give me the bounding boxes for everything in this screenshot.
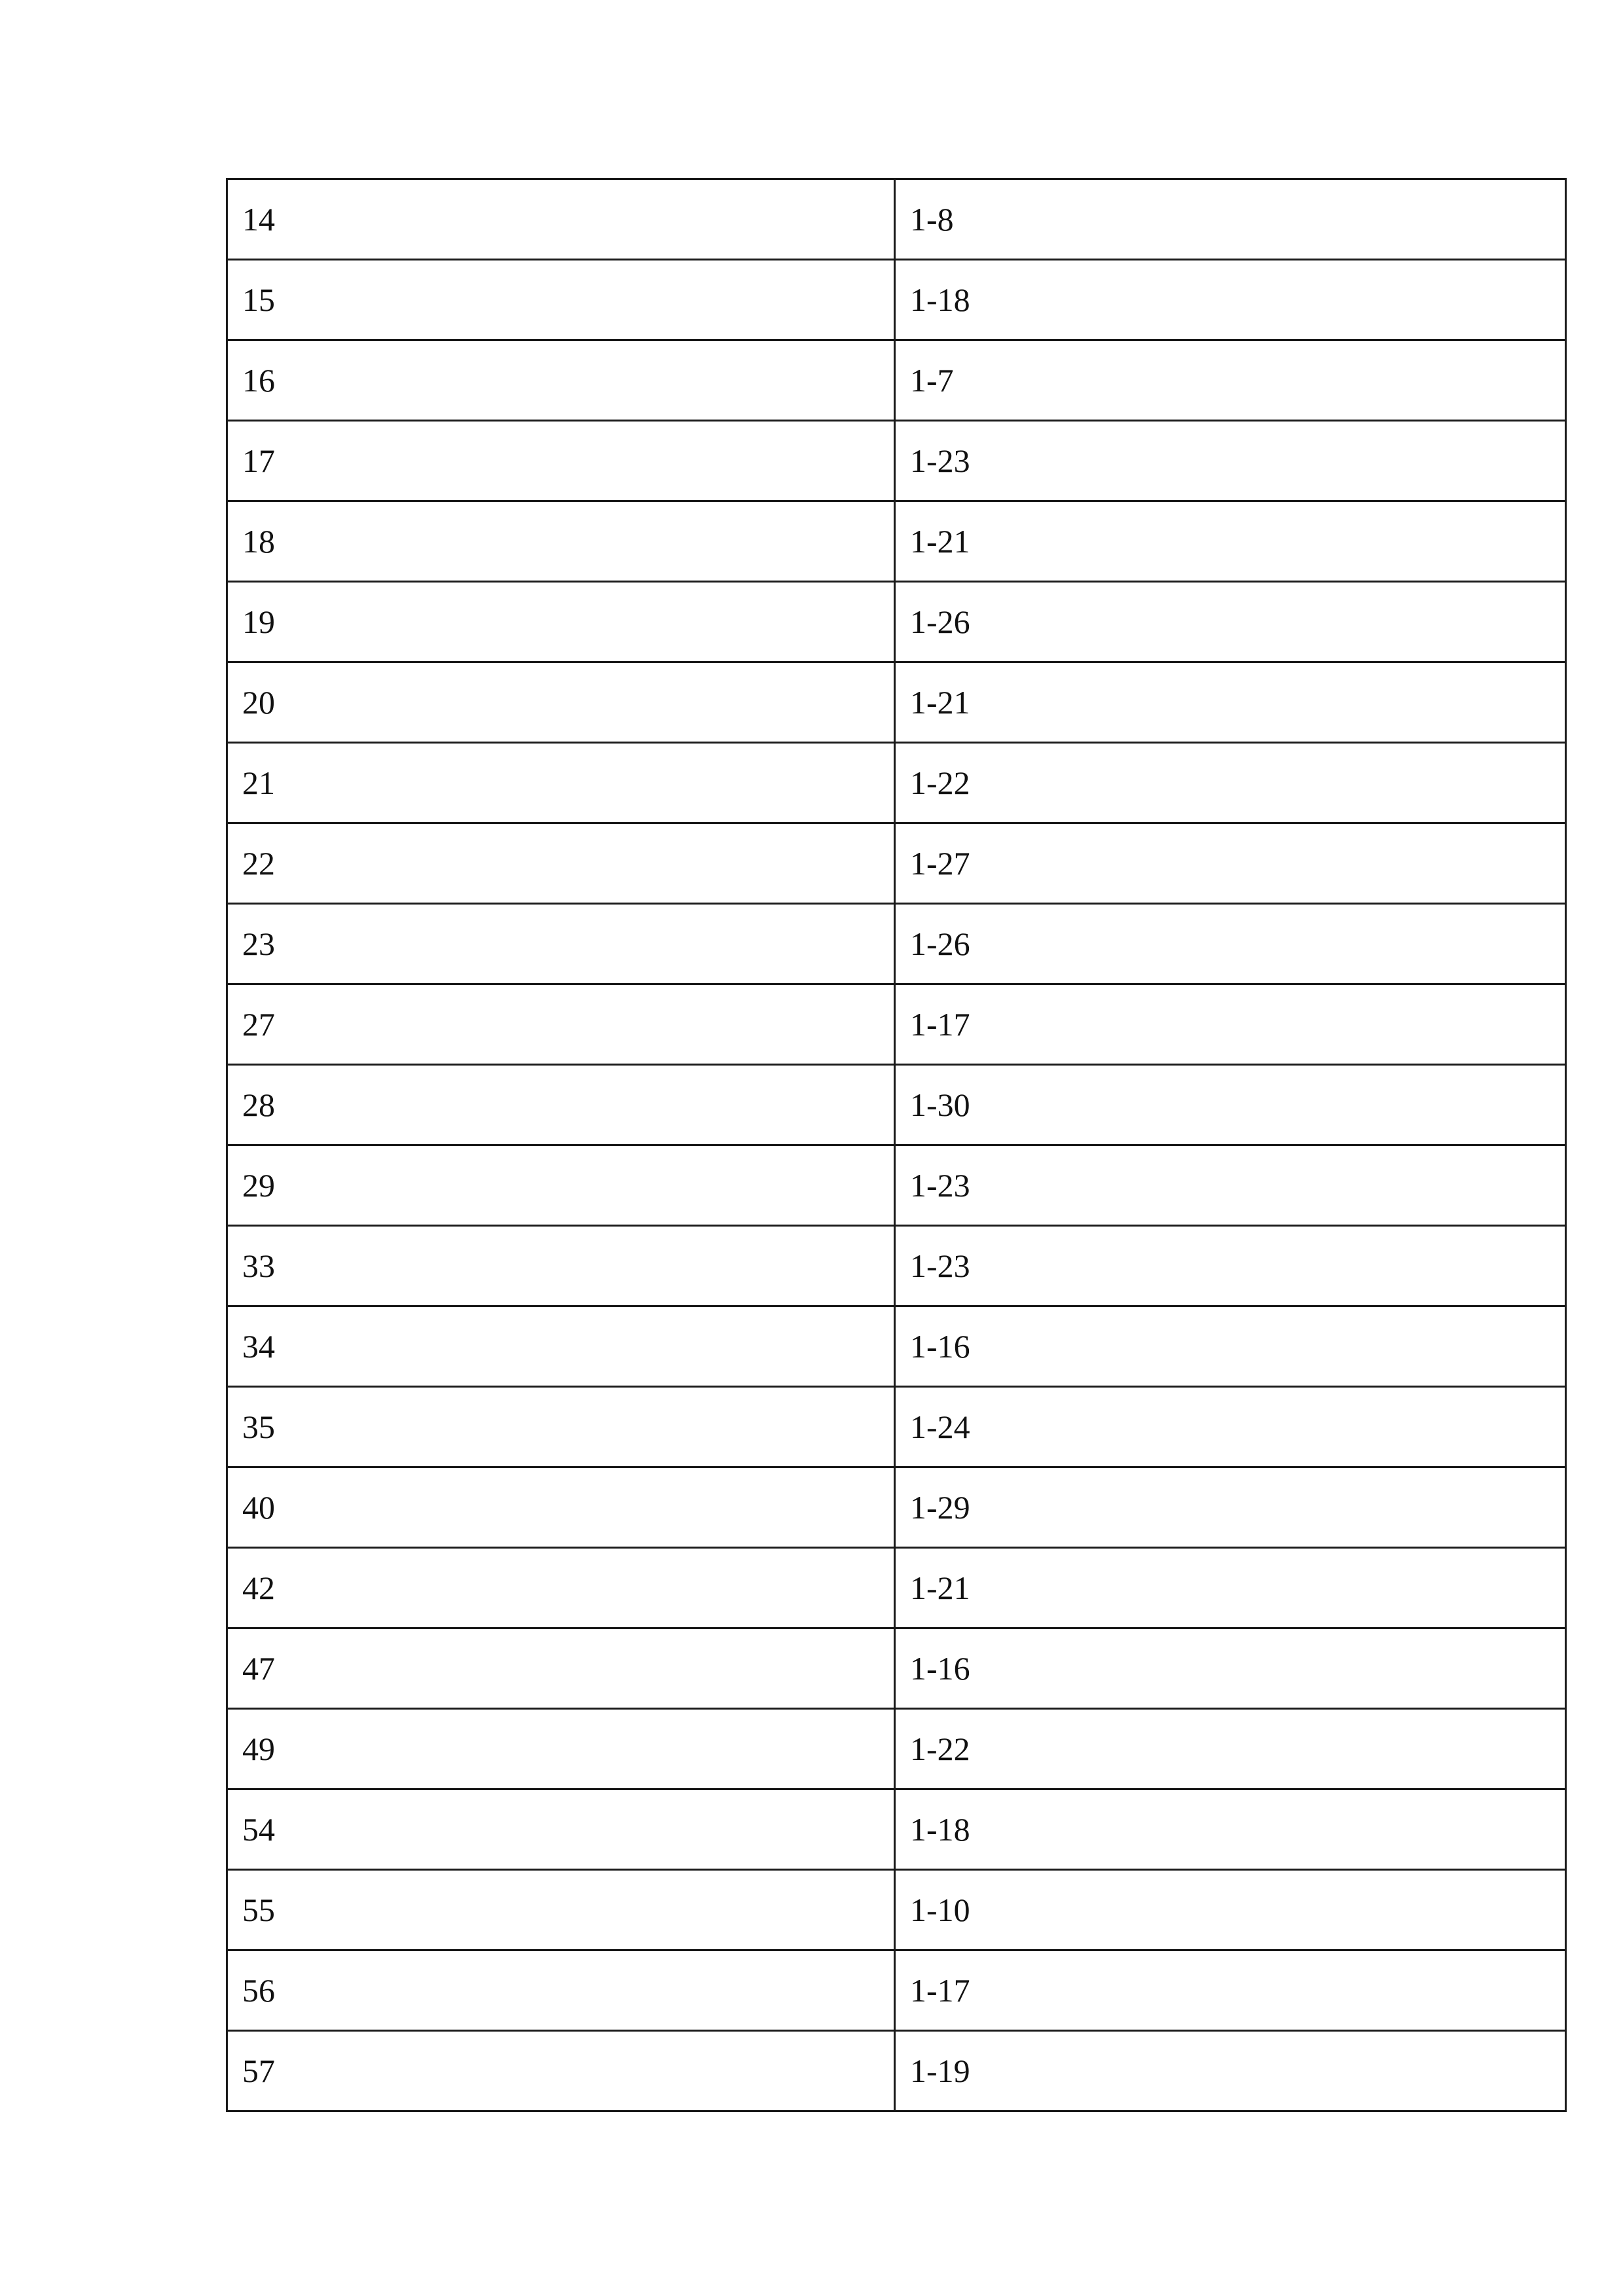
table-cell-number: 34	[227, 1306, 895, 1387]
table-row	[227, 1950, 1566, 2031]
table-cell-number: 22	[227, 823, 895, 904]
table-row	[227, 1709, 1566, 1789]
table-cell-range: 1-17	[895, 984, 1566, 1065]
table-row	[227, 1226, 1566, 1306]
table-row	[227, 1467, 1566, 1548]
table-cell-number: 16	[227, 340, 895, 421]
table-cell-number: 19	[227, 582, 895, 662]
table-cell-number: 35	[227, 1387, 895, 1467]
table-cell-range: 1-18	[895, 260, 1566, 340]
table-cell-range: 1-29	[895, 1467, 1566, 1548]
table-cell-range: 1-16	[895, 1306, 1566, 1387]
table-cell-range: 1-21	[895, 501, 1566, 582]
table-cell-number: 20	[227, 662, 895, 743]
table-row	[227, 2031, 1566, 2111]
table-cell-range: 1-22	[895, 1709, 1566, 1789]
table-cell-range: 1-22	[895, 743, 1566, 823]
table-row	[227, 1145, 1566, 1226]
table-cell-number: 33	[227, 1226, 895, 1306]
table-cell-number: 18	[227, 501, 895, 582]
table-cell-number: 57	[227, 2031, 895, 2111]
table-cell-number: 29	[227, 1145, 895, 1226]
table-row	[227, 582, 1566, 662]
table-row	[227, 340, 1566, 421]
table-row	[227, 501, 1566, 582]
table-cell-number: 27	[227, 984, 895, 1065]
table-cell-number: 14	[227, 179, 895, 260]
table-row	[227, 1789, 1566, 1870]
table-row	[227, 421, 1566, 501]
table-cell-range: 1-18	[895, 1789, 1566, 1870]
table-cell-number: 21	[227, 743, 895, 823]
table-cell-range: 1-17	[895, 1950, 1566, 2031]
table-cell-number: 15	[227, 260, 895, 340]
table-cell-range: 1-24	[895, 1387, 1566, 1467]
table-row	[227, 179, 1566, 260]
table-cell-number: 47	[227, 1628, 895, 1709]
table-cell-range: 1-7	[895, 340, 1566, 421]
table-row	[227, 1306, 1566, 1387]
table-cell-number: 28	[227, 1065, 895, 1145]
table-cell-range: 1-23	[895, 1226, 1566, 1306]
table-cell-range: 1-21	[895, 662, 1566, 743]
table-cell-range: 1-30	[895, 1065, 1566, 1145]
table-cell-range: 1-27	[895, 823, 1566, 904]
table-row	[227, 1387, 1566, 1467]
table-body	[227, 179, 1566, 2111]
table-cell-range: 1-16	[895, 1628, 1566, 1709]
table-cell-range: 1-26	[895, 904, 1566, 984]
table-cell-number: 55	[227, 1870, 895, 1950]
data-table	[226, 178, 1567, 2112]
table-row	[227, 904, 1566, 984]
table-cell-range: 1-19	[895, 2031, 1566, 2111]
table-cell-range: 1-21	[895, 1548, 1566, 1628]
table-row	[227, 984, 1566, 1065]
table-row	[227, 1870, 1566, 1950]
table-cell-number: 42	[227, 1548, 895, 1628]
table-row	[227, 662, 1566, 743]
table-row	[227, 1065, 1566, 1145]
table-cell-number: 40	[227, 1467, 895, 1548]
table-cell-number: 54	[227, 1789, 895, 1870]
table-cell-number: 23	[227, 904, 895, 984]
table-cell-range: 1-8	[895, 179, 1566, 260]
table-row	[227, 1548, 1566, 1628]
table-cell-range: 1-26	[895, 582, 1566, 662]
table-cell-number: 49	[227, 1709, 895, 1789]
table-cell-number: 56	[227, 1950, 895, 2031]
table-row	[227, 823, 1566, 904]
table-cell-number: 17	[227, 421, 895, 501]
table-cell-range: 1-10	[895, 1870, 1566, 1950]
table-cell-range: 1-23	[895, 1145, 1566, 1226]
table-row	[227, 260, 1566, 340]
table-cell-range: 1-23	[895, 421, 1566, 501]
table-row	[227, 1628, 1566, 1709]
table-row	[227, 743, 1566, 823]
